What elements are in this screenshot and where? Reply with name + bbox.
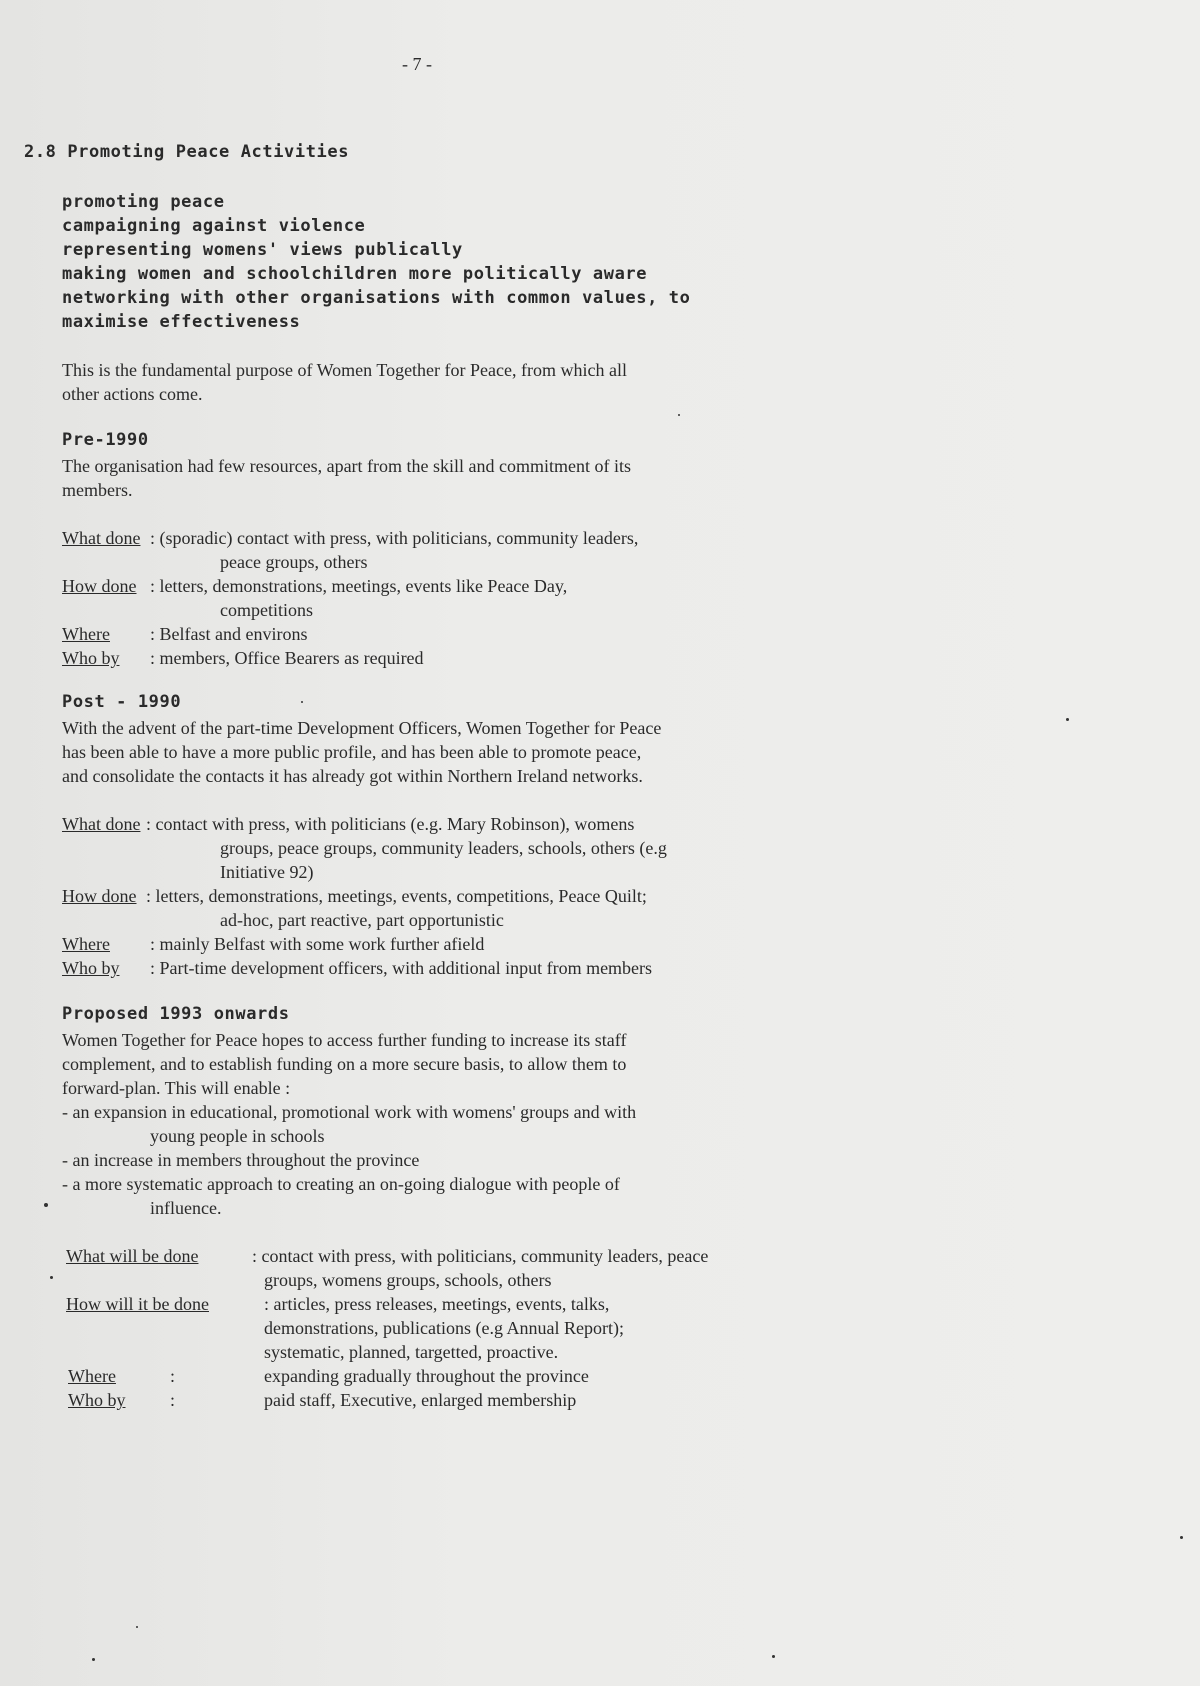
post1990-para-line: and consolidate the contacts it has already got within Northern Ireland networks. [62, 766, 643, 786]
proposed-who-colon: : [170, 1390, 176, 1410]
scan-speck [301, 701, 303, 703]
proposed-para-line: forward-plan. This will enable : [62, 1078, 291, 1098]
proposed-bullet: - an increase in members throughout the province [62, 1150, 420, 1170]
post1990-heading: Post - 1990 [62, 692, 182, 712]
pre1990-how-text: competitions [220, 600, 313, 620]
pre1990-what-text: peace groups, others [220, 552, 368, 572]
scan-speck [136, 1626, 138, 1628]
proposed-bullet-cont: influence. [150, 1198, 222, 1218]
post1990-how-text: ad-hoc, part reactive, part opportunistic [220, 910, 504, 930]
post1990-what-label: What done [62, 814, 141, 834]
pre1990-what-label: What done [62, 528, 141, 548]
aim-item: making women and schoolchildren more politically aware [62, 264, 648, 284]
post1990-para-line: With the advent of the part-time Development Officers, Women Together for Peace [62, 718, 662, 738]
pre1990-who-label: Who by [62, 648, 120, 668]
pre1990-para-line: members. [62, 480, 133, 500]
pre1990-para-line: The organisation had few resources, apart from the skill and commitment of its [62, 456, 632, 476]
pre1990-how-label: How done [62, 576, 137, 596]
post1990-what-text: Initiative 92) [220, 862, 314, 882]
post1990-who-text: : Part-time development officers, with additional input from members [150, 958, 653, 978]
aim-item: promoting peace [62, 192, 225, 212]
post1990-what-text: groups, peace groups, community leaders, schools, others (e.g [220, 838, 667, 858]
pre1990-who-text: : members, Office Bearers as required [150, 648, 424, 668]
proposed-how-text: systematic, planned, targetted, proactive. [264, 1342, 559, 1362]
scan-speck [50, 1276, 53, 1279]
scan-speck [678, 414, 680, 416]
proposed-what-text: : contact with press, with politicians, community leaders, peace [252, 1246, 709, 1266]
intro-line: This is the fundamental purpose of Women Together for Peace, from which all [62, 360, 627, 380]
post1990-how-text: : letters, demonstrations, meetings, events, competitions, Peace Quilt; [146, 886, 647, 906]
post1990-who-label: Who by [62, 958, 120, 978]
proposed-bullet: - a more systematic approach to creating an on-going dialogue with people of [62, 1174, 620, 1194]
proposed-where-label: Where [68, 1366, 116, 1386]
proposed-where-text: expanding gradually throughout the province [264, 1366, 589, 1386]
post1990-where-label: Where [62, 934, 110, 954]
proposed-how-text: demonstrations, publications (e.g Annual Report); [264, 1318, 624, 1338]
proposed-heading: Proposed 1993 onwards [62, 1004, 290, 1024]
post1990-para-line: has been able to have a more public profile, and has been able to promote peace, [62, 742, 642, 762]
proposed-bullet-cont: young people in schools [150, 1126, 325, 1146]
proposed-who-label: Who by [68, 1390, 126, 1410]
post1990-how-label: How done [62, 886, 137, 906]
scan-speck [92, 1658, 95, 1661]
pre1990-heading: Pre-1990 [62, 430, 149, 450]
proposed-how-label: How will it be done [66, 1294, 209, 1314]
proposed-para-line: Women Together for Peace hopes to access further funding to increase its staff [62, 1030, 627, 1050]
aim-item: maximise effectiveness [62, 312, 301, 332]
section-title: 2.8 Promoting Peace Activities [24, 142, 350, 162]
pre1990-what-text: : (sporadic) contact with press, with politicians, community leaders, [150, 528, 639, 548]
page-number: - 7 - [402, 54, 432, 74]
proposed-what-label: What will be done [66, 1246, 199, 1266]
proposed-what-text: groups, womens groups, schools, others [264, 1270, 552, 1290]
proposed-who-text: paid staff, Executive, enlarged membership [264, 1390, 577, 1410]
post1990-where-text: : mainly Belfast with some work further afield [150, 934, 485, 954]
aim-item: campaigning against violence [62, 216, 366, 236]
proposed-para-line: complement, and to establish funding on a more secure basis, to allow them to [62, 1054, 627, 1074]
aim-item: representing womens' views publically [62, 240, 463, 260]
scan-speck [1066, 718, 1069, 721]
aim-item: networking with other organisations with common values, to [62, 288, 691, 308]
scan-speck [1180, 1536, 1183, 1539]
scan-speck [44, 1203, 48, 1207]
pre1990-where-text: : Belfast and environs [150, 624, 308, 644]
intro-line: other actions come. [62, 384, 203, 404]
post1990-what-text: : contact with press, with politicians (e.g. Mary Robinson), womens [146, 814, 635, 834]
pre1990-how-text: : letters, demonstrations, meetings, events like Peace Day, [150, 576, 568, 596]
proposed-how-text: : articles, press releases, meetings, events, talks, [264, 1294, 610, 1314]
proposed-bullet: - an expansion in educational, promotional work with womens' groups and with [62, 1102, 637, 1122]
pre1990-where-label: Where [62, 624, 110, 644]
scan-speck [772, 1655, 775, 1658]
proposed-where-colon: : [170, 1366, 176, 1386]
